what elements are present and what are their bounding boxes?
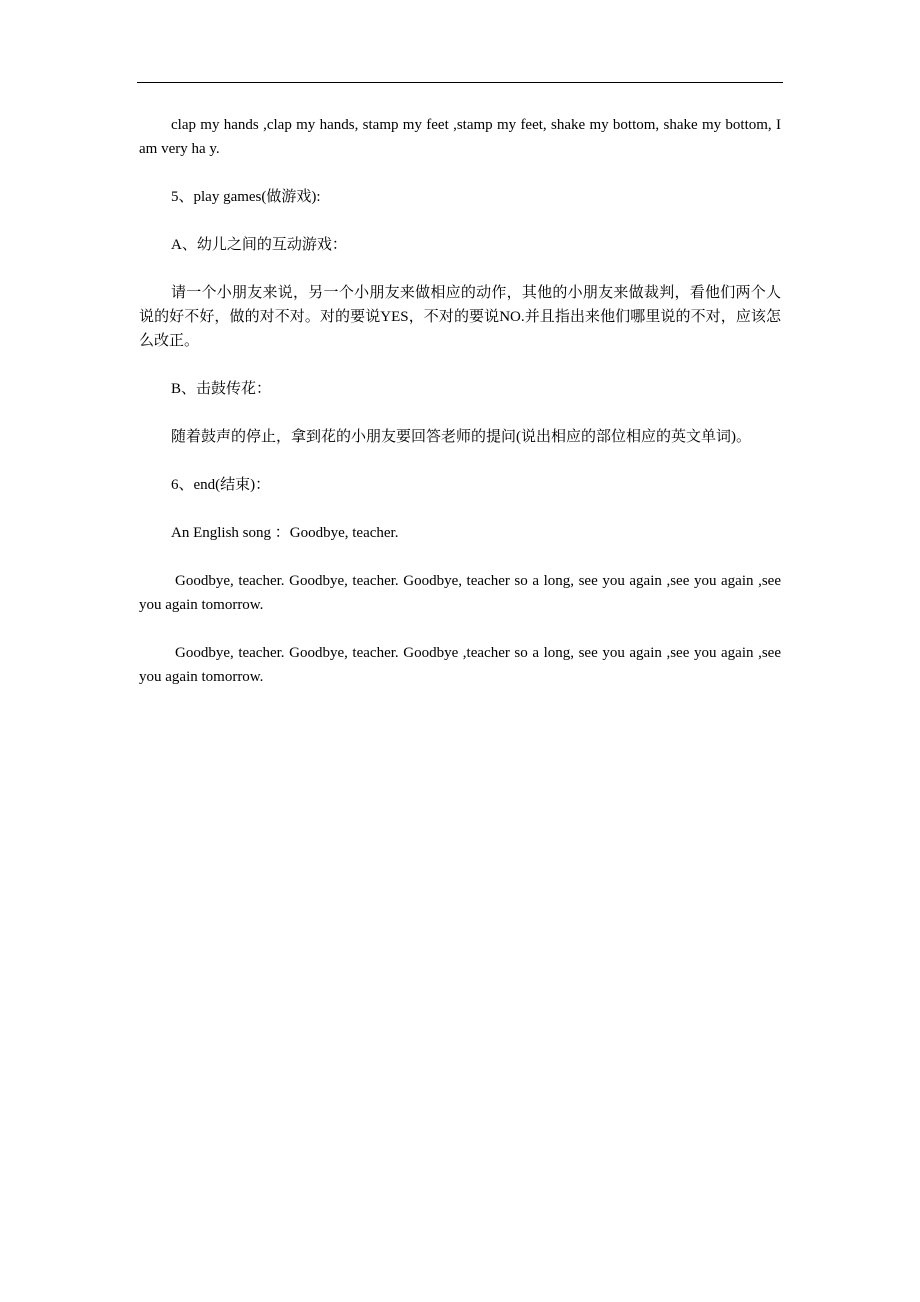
english-song-title: An English song ：Goodbye, teacher.	[171, 525, 399, 541]
goodbye-lyrics-1: Goodbye, teacher. Goodbye, teacher. Goodbye, teacher so a long, see you again ,see you again ,see you again tomorrow.	[139, 573, 781, 613]
game-b-description: 随着鼓声的停止，拿到花的小朋友要回答老师的提问(说出相应的部位相应的英文单词)。	[171, 429, 751, 445]
subsection-heading-a: A、幼儿之间的互动游戏：	[171, 237, 347, 253]
header-rule	[137, 82, 783, 83]
subsection-heading-b: B、击鼓传花：	[171, 381, 272, 397]
section-heading-end: 6、end(结束)：	[171, 477, 271, 493]
game-a-description: 请一个小朋友来说，另一个小朋友来做相应的动作，其他的小朋友来做裁判，看他们两个人说的好不好，做的对不对。对的要说YES，不对的要说NO.并且指出来他们哪里说的不对，应该怎么改正。	[139, 285, 781, 349]
goodbye-lyrics-2: Goodbye, teacher. Goodbye, teacher. Goodbye ,teacher so a long, see you again ,see you again ,see you again tomorrow.	[139, 645, 781, 685]
document-body	[139, 113, 781, 713]
song-lyrics-paragraph: clap my hands ,clap my hands, stamp my feet ,stamp my feet, shake my bottom, shake my bottom, I am very ha y.	[139, 117, 781, 157]
section-heading-play-games: 5、play games(做游戏):	[171, 189, 321, 205]
